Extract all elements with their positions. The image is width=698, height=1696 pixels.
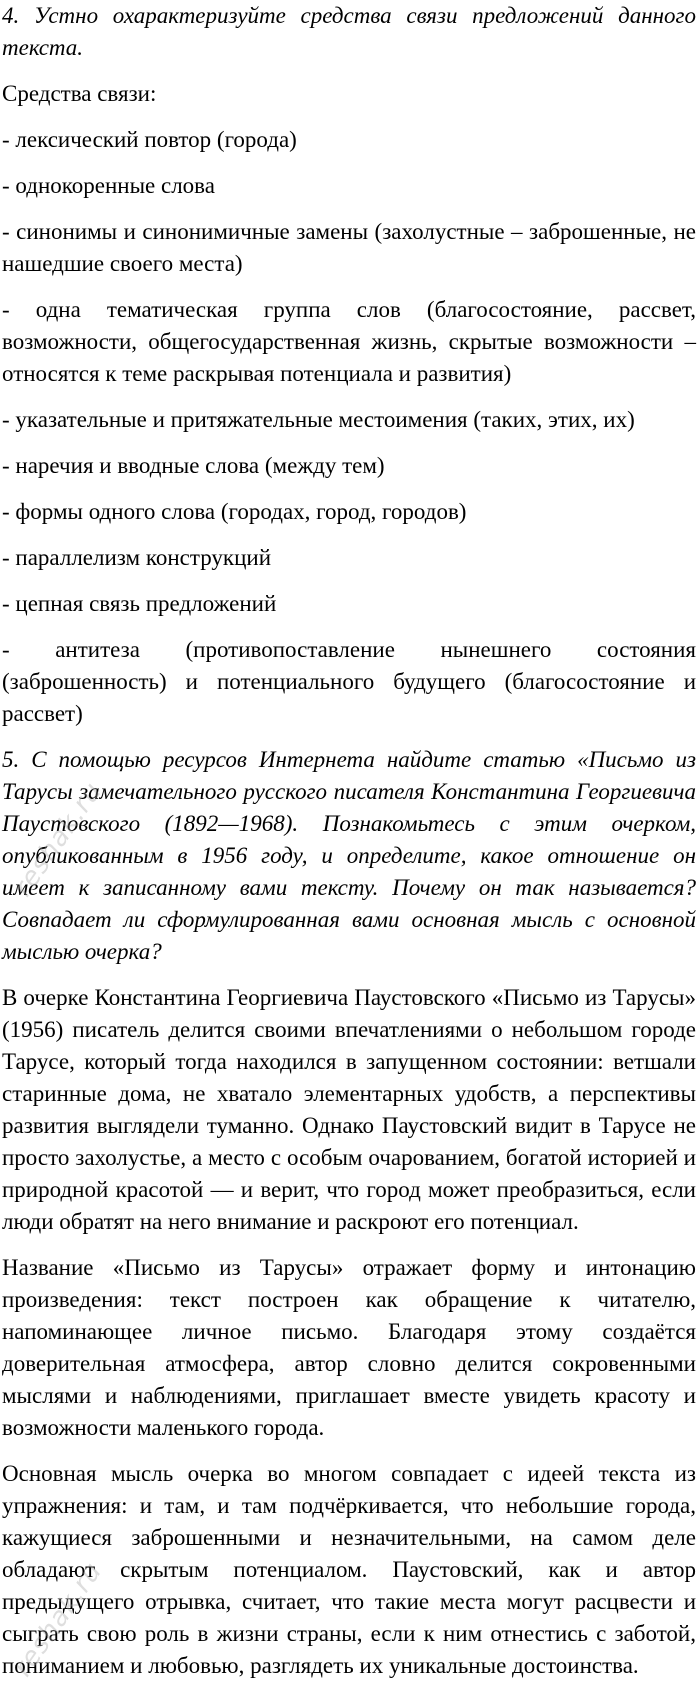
means-item-antithesis: - антитеза (противопоставление нынешнего состояния (заброшенность) и потенциального будущего (благосостояние и рассвет): [2, 637, 696, 726]
document-page: [2, 0, 696, 1696]
means-item-adverbs: - наречия и вводные слова (между тем): [2, 453, 385, 478]
watermark-bottom: reshak.ru: [8, 1556, 109, 1683]
means-heading: Средства связи:: [2, 81, 157, 106]
means-item-pronouns: - указательные и притяжательные местоимения (таких, этих, их): [2, 407, 635, 432]
watermark-top: reshak.ru: [8, 776, 109, 903]
task-5-text: 5. С помощью ресурсов Интернета найдите статью «Письмо из Тарусы замечательного русского писателя Константина Георгиевича Паустовского (1892—1968). Познакомьтесь с этим очерком, опубликованным в 1956 году, и определите, какое отношение он имеет к записанному вами тексту. Почему он так называется? Совпадает ли сформулированная вами основная мысль с основной мыслью очерка?: [2, 747, 696, 964]
answer-paragraph-1: В очерке Константина Георгиевича Паустовского «Письмо из Тарусы» (1956) писатель делится своими впечатлениями о небольшом городе Тарусе, который тогда находился в запущенном состоянии: ветшали старинные дома, не хватало элементарных удобств, а перспективы развития выглядели туманно. Однако Паустовский видит в Тарусе не просто захолустье, а место с особым очарованием, богатой историей и природной красотой — и верит, что город может преобразиться, если люди обратят на него внимание и раскроют его потенциал.: [2, 985, 696, 1234]
means-item-lexical-repeat: - лексический повтор (города): [2, 127, 297, 152]
means-item-thematic-group: - одна тематическая группа слов (благосостояние, рассвет, возможности, общегосударственная жизнь, скрытые возможности – относятся к теме раскрывая потенциала и развития): [2, 297, 696, 386]
means-item-chain-link: - цепная связь предложений: [2, 591, 277, 616]
means-item-word-forms: - формы одного слова (городах, город, городов): [2, 499, 467, 524]
answer-paragraph-2: Название «Письмо из Тарусы» отражает форму и интонацию произведения: текст построен как обращение к читателю, напоминающее личное письмо. Благодаря этому создаётся доверительная атмосфера, автор словно делится сокровенными мыслями и наблюдениями, приглашает вместе увидеть красоту и возможности маленького города.: [2, 1255, 696, 1440]
means-item-synonyms: - синонимы и синонимичные замены (захолустные – заброшенные, не нашедшие своего места): [2, 219, 696, 276]
means-item-parallelism: - параллелизм конструкций: [2, 545, 272, 570]
means-item-cognates: - однокоренные слова: [2, 173, 215, 198]
answer-paragraph-3: Основная мысль очерка во многом совпадает с идеей текста из упражнения: и там, и там подчёркивается, что небольшие города, кажущиеся заброшенными и незначительными, на самом деле обладают скрытым потенциалом. Паустовский, как и автор предыдущего отрывка, считает, что такие места могут расцвести и сыграть свою роль в жизни страны, если к ним отнестись с заботой, пониманием и любовью, разглядеть их уникальные достоинства.: [2, 1461, 696, 1678]
task-4-text: 4. Устно охарактеризуйте средства связи предложений данного текста.: [2, 3, 696, 60]
